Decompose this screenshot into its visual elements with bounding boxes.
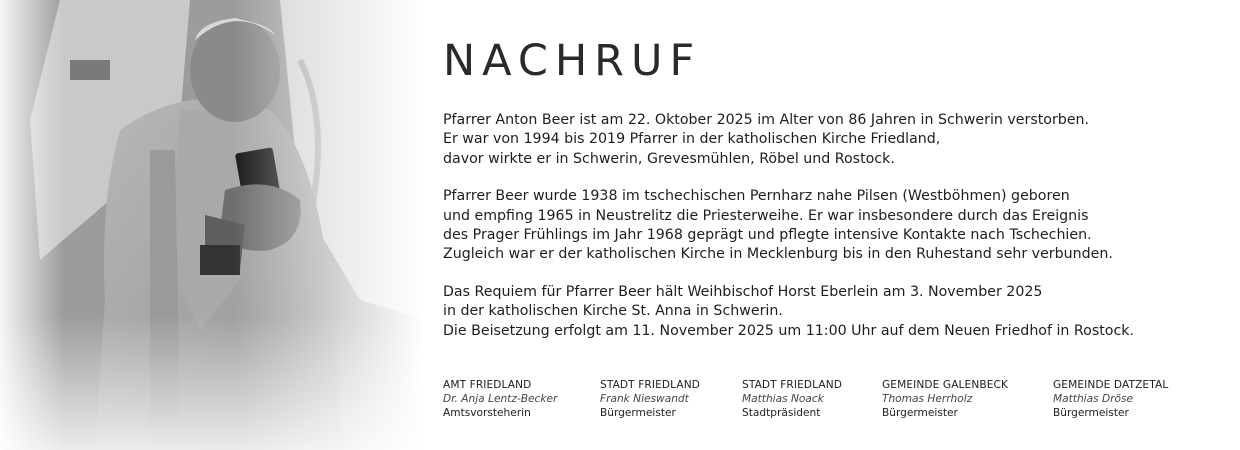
signature-gemeinde-datzetal <box>1053 378 1168 420</box>
text-line: Pfarrer Beer wurde 1938 im tschechischen Pernharz nahe Pilsen (Westböhmen) geboren <box>443 188 1070 205</box>
text-line: Das Requiem für Pfarrer Beer hält Weihbischof Horst Eberlein am 3. November 2025 <box>443 283 1043 300</box>
signature-name: Matthias Noack <box>742 393 824 405</box>
signature-gemeinde-galenbeck <box>882 378 1008 420</box>
signature-org: STADT FRIEDLAND <box>600 379 701 391</box>
signature-role: Bürgermeister <box>882 407 958 419</box>
signature-org: STADT FRIEDLAND <box>742 379 843 391</box>
paragraph-2 <box>443 187 1233 265</box>
obituary-body <box>443 111 1233 359</box>
text-line: Pfarrer Anton Beer ist am 22. Oktober 2025 im Alter von 86 Jahren in Schwerin verstorben. <box>443 112 1090 128</box>
text-line: Zugleich war er der katholischen Kirche in Mecklenburg bis in den Ruhestand sehr verbunden. <box>443 246 1113 263</box>
signature-role: Stadtpräsident <box>742 407 821 419</box>
signature-stadt-friedland-president <box>742 378 842 420</box>
signature-role: Amtsvorsteherin <box>443 407 531 419</box>
paragraph-1 <box>443 111 1233 169</box>
signature-name: Dr. Anja Lentz-Becker <box>443 393 558 405</box>
signature-role: Bürgermeister <box>600 407 676 419</box>
text-line: davor wirkte er in Schwerin, Grevesmühlen, Röbel und Rostock. <box>443 150 895 167</box>
text-line: in der katholischen Kirche St. Anna in Schwerin. <box>443 303 783 320</box>
signature-stadt-friedland-mayor <box>600 378 700 420</box>
text-line: Die Beisetzung erfolgt am 11. November 2025 um 11:00 Uhr auf dem Neuen Friedhof in Rostock. <box>443 322 1134 339</box>
text-line: und empfing 1965 in Neustrelitz die Priesterweihe. Er war insbesondere durch das Ereignis <box>443 207 1089 224</box>
signature-name: Matthias Dröse <box>1053 393 1134 405</box>
signature-name: Thomas Herrholz <box>882 393 973 405</box>
signature-org: GEMEINDE GALENBECK <box>882 379 1009 391</box>
signature-amt-friedland <box>443 378 557 420</box>
text-line: Er war von 1994 bis 2019 Pfarrer in der katholischen Kirche Friedland, <box>443 131 941 148</box>
signature-role: Bürgermeister <box>1053 407 1129 419</box>
text-line: des Prager Frühlings im Jahr 1968 geprägt und pflegte intensive Kontakte nach Tschechien. <box>443 227 1092 244</box>
signature-name: Frank Nieswandt <box>600 393 689 405</box>
obituary-title: NACHRUF <box>443 36 702 86</box>
signature-org: GEMEINDE DATZETAL <box>1053 379 1169 391</box>
memorial-photo <box>0 0 425 450</box>
paragraph-3 <box>443 283 1233 341</box>
signature-org: AMT FRIEDLAND <box>443 379 532 391</box>
